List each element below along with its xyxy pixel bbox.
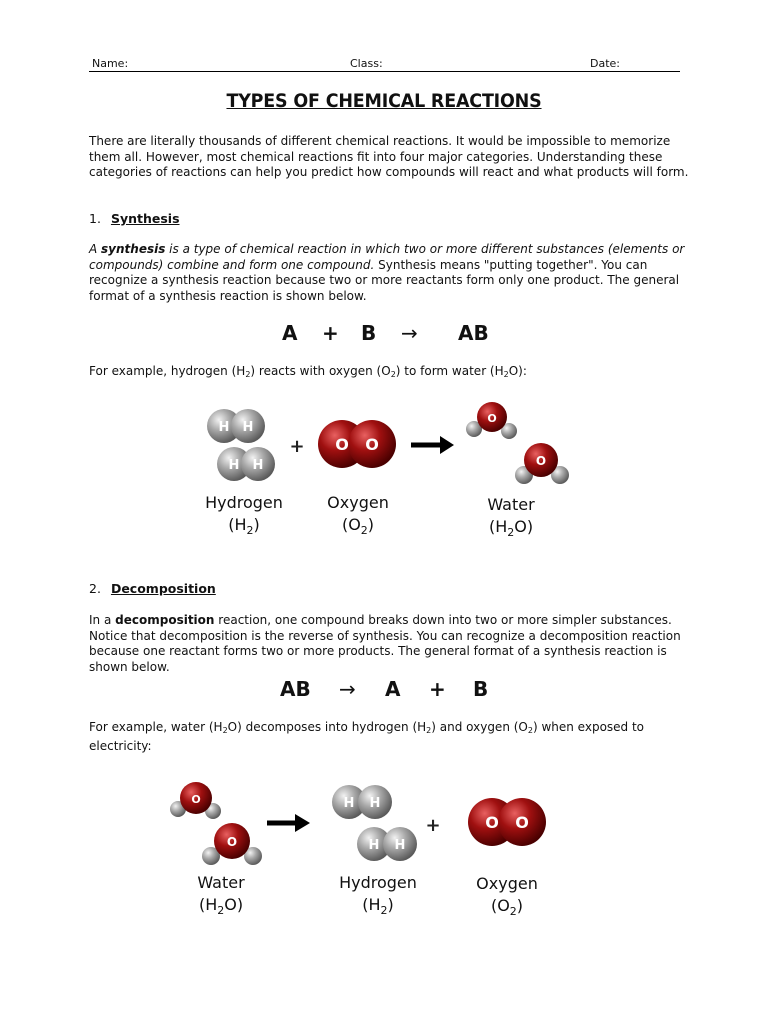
synthesis-def-a: A xyxy=(89,242,102,256)
hydrogen-label: Hydrogen xyxy=(339,873,417,892)
dec-ex-s2: 2 xyxy=(426,726,432,735)
synthesis-def-rest: is a type of chemical reaction in which two or more different substances (elements or compounds) combine and form one compound. xyxy=(89,242,685,272)
class-label: Class: xyxy=(350,57,383,70)
h-atom-label: H xyxy=(343,796,355,811)
o-atom-label: O xyxy=(535,454,547,468)
synthesis-eq-arrow: → xyxy=(401,321,418,345)
synthesis-eq-a: A xyxy=(282,321,298,345)
name-label: Name: xyxy=(92,57,129,70)
syn-ex-t4: O): xyxy=(508,364,527,378)
decomposition-definition xyxy=(89,613,689,675)
oxygen-label: Oxygen xyxy=(327,493,389,512)
syn-ex-s3: 2 xyxy=(503,370,509,379)
synthesis-number: 1. xyxy=(89,211,101,226)
dec-ex-s3: 2 xyxy=(527,726,533,735)
syn-ex-t2: ) reacts with oxygen (O xyxy=(250,364,391,378)
o-atom-label: O xyxy=(335,435,349,454)
plus-sign: + xyxy=(425,815,441,836)
synthesis-eq-b: B xyxy=(361,321,377,345)
decomp-def-rest: reaction, one compound breaks down into two or more simpler substances. Notice that decomposition is the reverse of synthesis. You can recognize a decomposition reaction because one reactant forms two or more products. The general format of a synthesis reaction is shown below. xyxy=(89,613,681,674)
synthesis-def-tail: Synthesis means "putting together". You can recognize a synthesis reaction because two or more reactants form only one product. The general format of a synthesis reaction is shown below. xyxy=(89,257,680,303)
h-atom-label: H xyxy=(242,420,254,435)
decomp-eq-ab: AB xyxy=(280,677,311,701)
oxygen-formula: $(O_2)$ xyxy=(490,896,524,918)
syn-ex-s1: 2 xyxy=(245,370,251,379)
synthesis-eq-ab: AB xyxy=(458,321,489,345)
hydrogen-molecule-2 xyxy=(357,827,417,861)
h-atom-label: H xyxy=(228,458,240,473)
decomp-eq-b: B xyxy=(473,677,489,701)
hydrogen-formula: $(H_2)$ xyxy=(228,515,260,537)
o-atom-label: O xyxy=(191,793,201,806)
oxygen-molecule xyxy=(468,798,546,846)
h-atom-label: H xyxy=(394,838,406,853)
decomp-eq-arrow: → xyxy=(339,677,356,701)
synthesis-heading xyxy=(89,211,180,226)
oxygen-formula: $(O_2)$ xyxy=(341,515,375,537)
o-atom-label: O xyxy=(365,435,379,454)
water-label: Water xyxy=(197,873,245,892)
h-atom-label: H xyxy=(252,458,264,473)
synthesis-definition xyxy=(89,242,689,304)
decomposition-figure xyxy=(165,774,565,924)
date-label: Date: xyxy=(590,57,620,70)
syn-ex-t1: For example, hydrogen (H xyxy=(89,364,246,378)
syn-ex-s2: 2 xyxy=(390,370,396,379)
synthesis-figure xyxy=(200,396,580,538)
synthesis-title: Synthesis xyxy=(110,211,180,226)
dec-ex-t2: O) decomposes into hydrogen (H xyxy=(227,720,427,734)
dec-ex-t3: ) and oxygen (O xyxy=(431,720,528,734)
o-atom-label: O xyxy=(515,813,529,832)
water-molecule-2 xyxy=(202,823,262,865)
water-molecule-1 xyxy=(170,782,221,819)
arrow-icon xyxy=(411,436,454,454)
o-atom-label: O xyxy=(487,412,497,425)
decomp-term: decomposition xyxy=(115,613,215,627)
synthesis-eq-plus: + xyxy=(322,321,339,345)
synthesis-example xyxy=(89,364,689,383)
dec-ex-t4: ) when exposed to electricity: xyxy=(89,720,645,753)
oxygen-molecule xyxy=(318,420,396,468)
dec-ex-s1: 2 xyxy=(222,726,228,735)
intro-paragraph: There are literally thousands of different chemical reactions. It would be impossible to memorize them all. However, most chemical reactions fit into four major categories. Understanding these categories of reactions can help you predict how compounds will react and what products will form. xyxy=(89,134,689,179)
water-molecule-1 xyxy=(466,402,517,439)
plus-sign: + xyxy=(289,436,305,457)
synthesis-term: synthesis xyxy=(101,242,166,256)
water-molecule-2 xyxy=(515,443,569,484)
decomposition-heading xyxy=(89,581,216,596)
h-atom-label: H xyxy=(369,796,381,811)
water-formula: $(H_2O)$ xyxy=(488,517,534,538)
h-atom-label: H xyxy=(218,420,230,435)
hydrogen-molecule-1 xyxy=(207,409,265,443)
decomposition-example xyxy=(89,720,689,754)
o-atom-label: O xyxy=(485,813,499,832)
dec-ex-t1: For example, water (H xyxy=(89,720,223,734)
h-atom-label: H xyxy=(368,838,380,853)
oxygen-label: Oxygen xyxy=(476,874,538,893)
header-rule xyxy=(89,71,680,72)
syn-ex-t3: ) to form water (H xyxy=(395,364,504,378)
water-label: Water xyxy=(487,495,535,514)
decomp-def-a: In a xyxy=(89,613,116,627)
hydrogen-molecule-1 xyxy=(332,785,392,819)
page-title: TYPES OF CHEMICAL REACTIONS xyxy=(226,90,542,112)
decomposition-number: 2. xyxy=(89,581,101,596)
decomposition-title: Decomposition xyxy=(110,581,216,596)
decomp-eq-plus: + xyxy=(429,677,446,701)
decomp-eq-a: A xyxy=(385,677,401,701)
hydrogen-label: Hydrogen xyxy=(205,493,283,512)
arrow-icon xyxy=(267,814,310,832)
hydrogen-molecule-2 xyxy=(217,447,275,481)
water-formula: $(H_2O)$ xyxy=(198,895,244,917)
hydrogen-formula: $(H_2)$ xyxy=(362,895,394,917)
o-atom-label: O xyxy=(226,835,238,849)
